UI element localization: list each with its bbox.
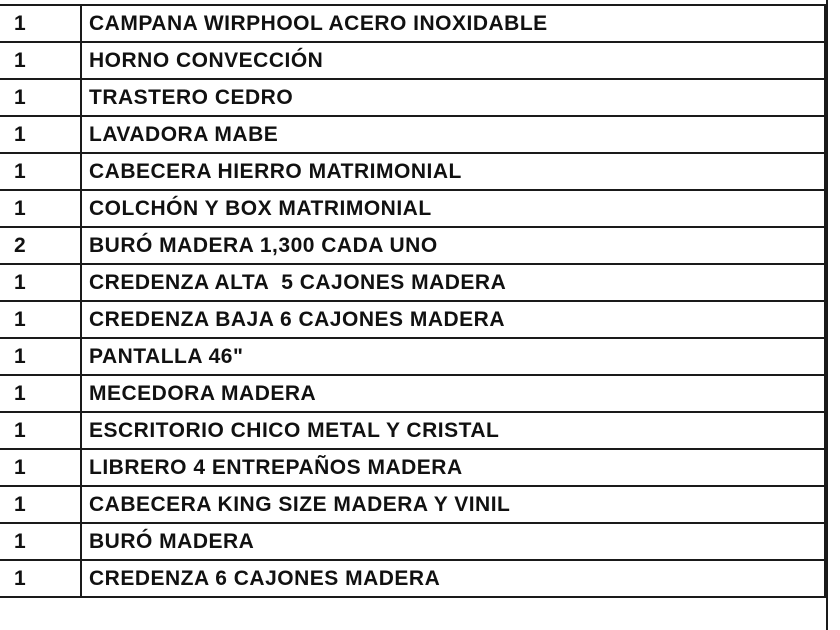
quantity-cell[interactable]: 1 — [0, 5, 81, 42]
inventory-table-body — [0, 5, 825, 597]
table-row — [0, 190, 825, 227]
table-row — [0, 227, 825, 264]
description-cell[interactable]: BURÓ MADERA — [81, 523, 825, 560]
quantity-cell[interactable]: 1 — [0, 42, 81, 79]
table-row — [0, 42, 825, 79]
table-row — [0, 486, 825, 523]
table-row — [0, 301, 825, 338]
quantity-cell[interactable]: 1 — [0, 486, 81, 523]
quantity-cell[interactable]: 1 — [0, 523, 81, 560]
description-cell[interactable]: ESCRITORIO CHICO METAL Y CRISTAL — [81, 412, 825, 449]
quantity-cell[interactable]: 1 — [0, 338, 81, 375]
description-cell[interactable]: CREDENZA 6 CAJONES MADERA — [81, 560, 825, 597]
table-row — [0, 560, 825, 597]
description-cell[interactable]: LAVADORA MABE — [81, 116, 825, 153]
description-cell[interactable]: HORNO CONVECCIÓN — [81, 42, 825, 79]
description-cell[interactable]: COLCHÓN Y BOX MATRIMONIAL — [81, 190, 825, 227]
description-cell[interactable]: CREDENZA BAJA 6 CAJONES MADERA — [81, 301, 825, 338]
quantity-cell[interactable]: 1 — [0, 79, 81, 116]
table-row — [0, 523, 825, 560]
quantity-cell[interactable]: 1 — [0, 301, 81, 338]
quantity-cell[interactable]: 1 — [0, 449, 81, 486]
description-cell[interactable]: CAMPANA WIRPHOOL ACERO INOXIDABLE — [81, 5, 825, 42]
quantity-cell[interactable]: 1 — [0, 153, 81, 190]
table-row — [0, 116, 825, 153]
description-cell[interactable]: BURÓ MADERA 1,300 CADA UNO — [81, 227, 825, 264]
table-row — [0, 375, 825, 412]
description-cell[interactable]: CREDENZA ALTA 5 CAJONES MADERA — [81, 264, 825, 301]
table-row — [0, 338, 825, 375]
description-cell[interactable]: CABECERA KING SIZE MADERA Y VINIL — [81, 486, 825, 523]
quantity-cell[interactable]: 1 — [0, 116, 81, 153]
description-cell[interactable]: TRASTERO CEDRO — [81, 79, 825, 116]
table-row — [0, 79, 825, 116]
quantity-cell[interactable]: 1 — [0, 190, 81, 227]
quantity-cell[interactable]: 1 — [0, 375, 81, 412]
table-row — [0, 449, 825, 486]
table-row — [0, 5, 825, 42]
inventory-table — [0, 4, 826, 598]
quantity-cell[interactable]: 2 — [0, 227, 81, 264]
description-cell[interactable]: CABECERA HIERRO MATRIMONIAL — [81, 153, 825, 190]
description-cell[interactable]: PANTALLA 46" — [81, 338, 825, 375]
quantity-cell[interactable]: 1 — [0, 412, 81, 449]
next-column-edge — [826, 0, 840, 630]
quantity-cell[interactable]: 1 — [0, 264, 81, 301]
description-cell[interactable]: MECEDORA MADERA — [81, 375, 825, 412]
table-row — [0, 264, 825, 301]
description-cell[interactable]: LIBRERO 4 ENTREPAÑOS MADERA — [81, 449, 825, 486]
table-row — [0, 153, 825, 190]
quantity-cell[interactable]: 1 — [0, 560, 81, 597]
table-row — [0, 412, 825, 449]
